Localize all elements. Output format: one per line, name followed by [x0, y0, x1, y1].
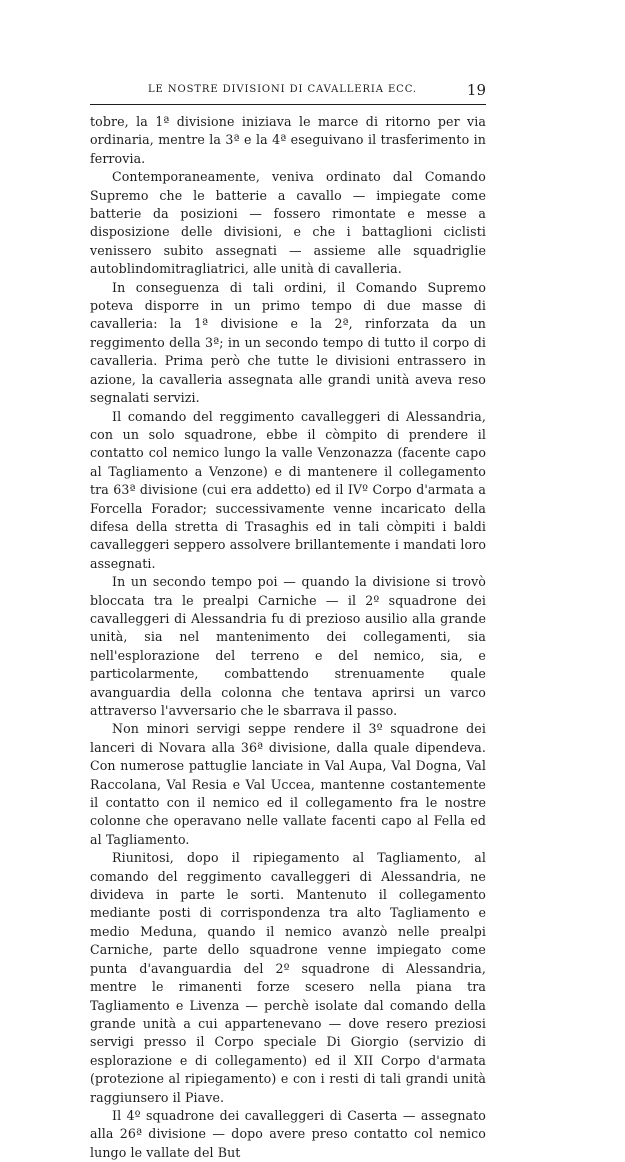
paragraph: Non minori servigi seppe rendere il 3º squadrone dei lanceri di Novara alla 36ª divisione, dalla quale dipendeva. Con numerose pattuglie lanciate in Val Aupa, Val Dogna, Val Raccolana, Val Resia e Val Uccea, mantenne costantemente il contatto con il nemico ed il collegamento fra le nostre colonne che operavano nelle vallate facenti capo al Fella ed al Tagliamento. [90, 721, 486, 847]
paragraph: In conseguenza di tali ordini, il Comando Supremo poteva disporre in un primo tempo di due masse di cavalleria: la 1ª divisione e la 2ª, rinforzata da un reggimento della 3ª; in un secondo tempo di tutto il corpo di cavalleria. Prima però che tutte le divisioni entrassero in azione, la cavalleria assegnata alle grandi unità aveva reso segnalati servizi. [90, 279, 486, 406]
page-number: 19 [466, 81, 486, 99]
running-head-title: LE NOSTRE DIVISIONI DI CAVALLERIA ECC. [148, 84, 417, 95]
paragraph: Contemporaneamente, veniva ordinato dal Comando Supremo che le batterie a cavallo — impiegate come batterie da posizioni — fossero rimontate e messe a disposizione delle divisioni, e che i battaglioni ciclisti venissero subito assegnati — assieme alle squadriglie autoblindomitragliatrici, alle unità di cavalleria. [90, 169, 486, 277]
paragraph: Riunitosi, dopo il ripiegamento al Tagliamento, al comando del reggimento cavalleggeri di Alessandria, ne divideva in parte le sorti. Mantenuto il collegamento mediante posti di corrispondenza tra alto Tagliamento e medio Meduna, quando il nemico avanzò nelle prealpi Carniche, parte dello squadrone venne impiegato come punta d'avanguardia del 2º squadrone di Alessandria, mentre le rimanenti forze scesero nella piana tra Tagliamento e Livenza — perchè isolate dal comando della grande unità a cui appartenevano — dove resero preziosi servigi presso il Corpo speciale Di Giorgio (servizio di esplorazione e di collegamento) ed il XII Corpo d'armata (protezione al ripiegamento) e con i resti di tali grandi unità raggiunsero il Piave. [90, 850, 486, 1105]
paragraph: Il comando del reggimento cavalleggeri di Alessandria, con un solo squadrone, ebbe il còmpito di prendere il contatto col nemico lungo la valle Venzonazza (facente capo al Tagliamento a Venzone) e di mantenere il collegamento tra 63ª divisione (cui era addetto) ed il IVº Corpo d'armata a Forcella Forador; successivamente venne incaricato della difesa della stretta di Trasaghis ed in tali còmpiti i baldi cavalleggeri seppero assolvere brillantemente i mandati loro assegnati. [90, 408, 486, 571]
header-rule [90, 104, 486, 105]
paragraph: Il 4º squadrone dei cavalleggeri di Caserta — assegnato alla 26ª divisione — dopo avere preso contatto col nemico lungo le vallate del But [90, 1107, 486, 1160]
body-text [90, 113, 486, 1162]
paragraph: In un secondo tempo poi — quando la divisione si trovò bloccata tra le prealpi Carniche — il 2º squadrone dei cavalleggeri di Alessandria fu di prezioso ausilio alla grande unità, sia nel mantenimento dei collegamenti, sia nell'esplorazione del terreno e del nemico, sia, e particolarmente, combattendo strenuamente quale avanguardia della colonna che tentava aprirsi un varco attraverso l'avversario che le sbarrava il passo. [90, 574, 486, 718]
running-head [90, 81, 486, 102]
paragraph: tobre, la 1ª divisione iniziava le marce di ritorno per via ordinaria, mentre la 3ª e la 4ª eseguivano il trasferimento in ferrovia. [90, 114, 486, 166]
